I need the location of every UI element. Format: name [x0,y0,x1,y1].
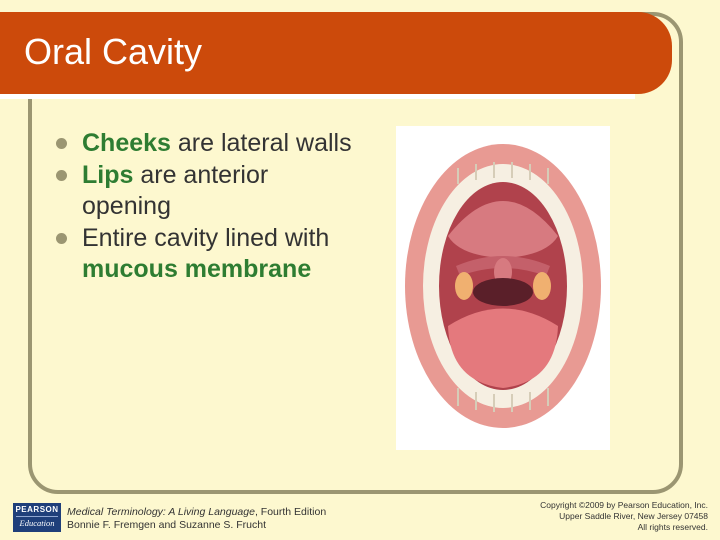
bullet-cheeks [55,128,355,160]
tonsil-right [533,272,551,300]
bullet-icon [56,138,67,149]
slide-title: Oral Cavity [24,31,203,72]
bullet-keyword: Lips [82,160,134,189]
copyright-line-2: Upper Saddle River, New Jersey 07458 [559,511,708,521]
throat-shape [473,278,533,306]
footer-citation [67,506,326,532]
footer-book-title: Medical Terminology: A Living Language [67,506,255,518]
copyright-line-3: All rights reserved. [637,522,708,532]
bullet-text: are anterior opening [82,160,269,220]
oral-cavity-illustration [396,126,610,450]
footer-edition: , Fourth Edition [254,506,327,518]
logo-divider [16,516,58,517]
bullet-lips [55,160,355,223]
bullet-text: are lateral walls [170,129,352,157]
bullet-text: Entire cavity lined with [82,223,330,252]
logo-text-top: PEARSON [15,505,59,514]
bullet-list [55,128,355,286]
bullet-keyword: Cheeks [82,129,171,157]
tonsil-left [455,272,473,300]
footer-authors: Bonnie F. Fremgen and Suzanne S. Frucht [67,519,267,531]
bullet-icon [56,170,67,181]
title-underline [0,94,635,99]
logo-text-bottom: Education [19,518,55,528]
copyright-line-1: Copyright ©2009 by Pearson Education, Inc. [540,500,708,510]
footer-book-line [67,506,326,519]
pearson-logo [13,503,61,532]
bullet-icon [56,233,67,244]
footer-copyright [540,500,708,533]
bullet-keyword: mucous membrane [82,255,312,283]
bullet-mucous-membrane [55,223,355,286]
